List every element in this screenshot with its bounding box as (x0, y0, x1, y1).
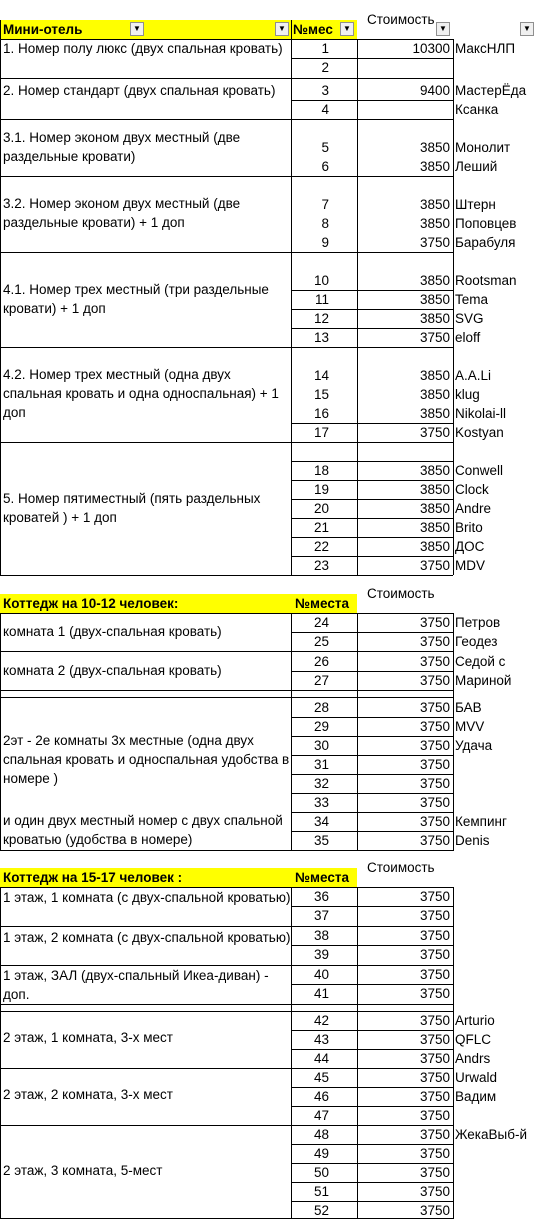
seat-cost: 3750 (419, 1032, 450, 1047)
guest-name (454, 755, 537, 774)
guest-name (454, 906, 537, 925)
grid-line (0, 651, 453, 652)
header-num: №мес (293, 22, 333, 37)
seat-number: 5 (321, 140, 329, 155)
guest-name: Петров (455, 615, 501, 630)
grid-line (0, 252, 453, 253)
filter-dropdown-icon[interactable]: ▼ (436, 22, 450, 36)
filter-dropdown-icon[interactable]: ▼ (340, 22, 354, 36)
seat-cost: 3750 (419, 1089, 450, 1104)
grid-line (291, 1163, 453, 1164)
grid-line (291, 1087, 453, 1088)
header-num: №места (295, 596, 349, 611)
seat-cost: 3750 (419, 814, 450, 829)
guest-name: Монолит (455, 140, 511, 155)
guest-name (454, 965, 537, 984)
seat-number: 26 (313, 654, 329, 669)
seat-cost: 3850 (419, 539, 450, 554)
seat-cost: 3750 (419, 738, 450, 753)
seat-number: 18 (313, 463, 329, 478)
header-num: №места (295, 870, 349, 885)
seat-number: 13 (313, 330, 329, 345)
seat-cost: 3850 (419, 406, 450, 421)
seat-cost: 3750 (419, 776, 450, 791)
filter-dropdown-icon[interactable]: ▼ (130, 22, 144, 36)
grid-line (291, 290, 453, 291)
seat-number: 1 (321, 41, 329, 56)
grid-line (357, 613, 358, 851)
seat-number: 32 (313, 776, 329, 791)
grid-line (291, 671, 453, 672)
grid-line (291, 423, 453, 424)
seat-cost: 3850 (419, 197, 450, 212)
seat-number: 31 (313, 757, 329, 772)
seat-number: 11 (314, 292, 329, 307)
grid-line (453, 887, 454, 1219)
guest-name: Andre (455, 501, 492, 516)
seat-number: 35 (313, 833, 329, 848)
grid-line (291, 556, 453, 557)
seat-number: 45 (313, 1070, 329, 1085)
room-description: 2эт - 2е комнаты 3х местные (одна двух спальная кровать и односпальная удобства в номере ) (3, 733, 290, 786)
room-description: комната 1 (двух-спальная кровать) (3, 624, 222, 639)
seat-number: 36 (313, 889, 329, 904)
room-description: 4.1. Номер трех местный (три раздельные кровати) + 1 доп (3, 282, 269, 316)
seat-cost: 3750 (419, 615, 450, 630)
seat-cost: 10300 (412, 41, 450, 56)
guest-name: БАВ (455, 700, 482, 715)
seat-cost: 3750 (419, 795, 450, 810)
seat-cost: 3750 (419, 654, 450, 669)
room-description: 2 этаж, 2 комната, 3-х мест (3, 1087, 173, 1102)
seat-cost: 3750 (419, 1165, 450, 1180)
seat-number: 23 (313, 558, 329, 573)
guest-name: Мариной (455, 673, 512, 688)
grid-line (291, 736, 453, 737)
guest-name: eloff (455, 330, 481, 345)
seat-number: 19 (313, 482, 329, 497)
grid-line (0, 119, 453, 120)
guest-name: Kostyan (455, 425, 504, 440)
guest-name: Urwald (455, 1070, 498, 1085)
guest-name: Conwell (455, 463, 504, 478)
grid-line (291, 831, 453, 832)
grid-line (0, 1011, 453, 1012)
grid-line (0, 613, 453, 614)
guest-name (454, 1106, 537, 1125)
seat-cost: 3750 (419, 700, 450, 715)
seat-cost (357, 100, 453, 119)
grid-line (291, 812, 453, 813)
seat-cost (357, 58, 453, 77)
seat-cost: 3750 (419, 1108, 450, 1123)
room-description: 5. Номер пятиместный (пять раздельных кроватей ) + 1 доп (3, 491, 261, 525)
seat-cost: 3750 (419, 1127, 450, 1142)
grid-line (291, 717, 453, 718)
guest-name (454, 1182, 537, 1201)
guest-name (454, 1201, 537, 1220)
room-description: комната 2 (двух-спальная кровать) (3, 663, 222, 678)
grid-line (0, 887, 453, 888)
grid-line (0, 697, 453, 698)
grid-line (291, 755, 453, 756)
grid-line (291, 518, 453, 519)
guest-name: Вадим (455, 1089, 497, 1104)
seat-number: 15 (313, 387, 329, 402)
grid-line (453, 39, 454, 575)
grid-line (357, 887, 358, 1219)
seat-cost: 3850 (419, 482, 450, 497)
room-description: 1. Номер полу люкс (двух спальная кровать) (3, 41, 283, 56)
guest-name: MDV (455, 558, 485, 573)
seat-cost: 3750 (419, 634, 450, 649)
grid-line (291, 1049, 453, 1050)
guest-name (454, 887, 537, 906)
grid-line (291, 480, 453, 481)
guest-name: ЖекаВыб-й (455, 1127, 527, 1142)
grid-line (291, 537, 453, 538)
grid-line (291, 499, 453, 500)
guest-name: Rootsman (455, 273, 517, 288)
seat-number: 29 (313, 719, 329, 734)
grid-line (0, 20, 1, 575)
grid-line (0, 39, 453, 40)
grid-line (0, 1004, 453, 1005)
header-title: Мини-отель (3, 22, 83, 37)
seat-number: 50 (313, 1165, 329, 1180)
seat-number: 30 (313, 738, 329, 753)
grid-line (291, 906, 453, 907)
seat-number: 24 (313, 615, 329, 630)
guest-name: МаксНЛП (455, 41, 516, 56)
seat-cost: 3850 (419, 216, 450, 231)
grid-line (291, 774, 453, 775)
seat-number: 7 (321, 197, 329, 212)
seat-cost: 3750 (419, 889, 450, 904)
seat-cost: 3850 (419, 463, 450, 478)
seat-number: 6 (321, 159, 329, 174)
seat-cost: 3750 (419, 673, 450, 688)
guest-name: Arturio (455, 1013, 495, 1028)
grid-line (453, 613, 454, 851)
grid-line (291, 309, 453, 310)
grid-line (291, 984, 453, 985)
room-description: 1 этаж, 2 комната (с двух-спальной кроватью) (3, 930, 291, 945)
header-title: Коттедж на 15-17 человек : (3, 870, 183, 885)
seat-number: 21 (313, 520, 329, 535)
header-cost: Стоимость (367, 586, 435, 601)
seat-number: 4 (321, 102, 329, 117)
seat-cost: 3750 (419, 833, 450, 848)
seat-number: 43 (313, 1032, 329, 1047)
header-title: Коттедж на 10-12 человек: (3, 596, 179, 611)
seat-number: 42 (313, 1013, 329, 1028)
guest-name: A.A.Li (455, 368, 492, 383)
seat-number: 37 (313, 908, 329, 923)
seat-number: 16 (313, 406, 329, 421)
seat-number: 28 (313, 700, 329, 715)
grid-line (291, 1030, 453, 1031)
grid-line (0, 690, 453, 691)
guest-name: Седой с (455, 654, 506, 669)
seat-cost: 3850 (419, 311, 450, 326)
seat-number: 12 (313, 311, 329, 326)
guest-name (454, 774, 537, 793)
seat-number: 34 (313, 814, 329, 829)
grid-line (0, 1068, 453, 1069)
seat-cost: 3750 (419, 425, 450, 440)
guest-name: Геодез (455, 634, 498, 649)
guest-name: Brito (455, 520, 483, 535)
grid-line (0, 78, 453, 79)
seat-number: 39 (313, 947, 329, 962)
seat-cost: 3750 (419, 1203, 450, 1218)
grid-line (0, 613, 1, 851)
room-description: 1 этаж, 1 комната (с двух-спальной кроватью) (3, 890, 291, 905)
filter-dropdown-icon[interactable]: ▼ (520, 22, 534, 36)
room-description: 3.1. Номер эконом двух местный (две раздельные кровати) (3, 130, 241, 164)
seat-number: 17 (313, 425, 329, 440)
guest-name: Леший (455, 159, 498, 174)
seat-number: 33 (313, 795, 329, 810)
grid-line (0, 1125, 453, 1126)
guest-name: Andrs (455, 1051, 491, 1066)
seat-cost: 3850 (419, 159, 450, 174)
grid-line (291, 1144, 453, 1145)
seat-cost: 3850 (419, 292, 450, 307)
guest-name: Denis (455, 833, 490, 848)
grid-line (291, 945, 453, 946)
guest-name: Удача (455, 738, 493, 753)
seat-cost: 3850 (419, 501, 450, 516)
seat-cost: 9400 (419, 83, 450, 98)
room-description: 2. Номер стандарт (двух спальная кровать) (3, 83, 276, 98)
grid-line (291, 100, 453, 101)
guest-name: Барабуля (455, 235, 516, 250)
grid-line (291, 613, 292, 851)
header-cost: Стоимость (367, 860, 435, 875)
grid-line (0, 965, 453, 966)
guest-name (454, 1144, 537, 1163)
grid-line (0, 887, 1, 1219)
header-cost: Стоимость (367, 12, 435, 27)
grid-line (291, 632, 453, 633)
seat-cost: 3750 (419, 967, 450, 982)
seat-number: 27 (313, 673, 329, 688)
grid-line (291, 1106, 453, 1107)
seat-cost: 3750 (419, 235, 450, 250)
room-description: 1 этаж, ЗАЛ (двух-спальный Икеа-диван) - доп. (3, 968, 269, 1002)
seat-cost: 3750 (419, 1146, 450, 1161)
grid-line (0, 926, 453, 927)
seat-number: 25 (313, 634, 329, 649)
seat-cost: 3850 (419, 387, 450, 402)
guest-name: Кемпинг (455, 814, 507, 829)
seat-cost: 3750 (419, 757, 450, 772)
room-description: 3.2. Номер эконом двух местный (две раздельные кровати) + 1 доп (3, 196, 241, 230)
seat-number: 8 (321, 216, 329, 231)
grid-line (291, 58, 453, 59)
seat-cost: 3850 (419, 520, 450, 535)
grid-line (291, 1201, 453, 1202)
seat-number: 40 (313, 967, 329, 982)
seat-cost: 3750 (419, 928, 450, 943)
grid-line (0, 347, 453, 348)
guest-name: Поповцев (455, 216, 517, 231)
seat-number: 47 (313, 1108, 329, 1123)
guest-name: klug (455, 387, 480, 402)
guest-name (454, 926, 537, 945)
room-description: и один двух местный номер с двух спальной кроватью (удобства в номере) (3, 813, 283, 847)
seat-number: 20 (313, 501, 329, 516)
seat-number: 2 (321, 60, 329, 75)
guest-name: МастерЁда (455, 83, 527, 98)
seat-number: 9 (321, 235, 329, 250)
seat-cost: 3750 (419, 1051, 450, 1066)
grid-line (0, 176, 453, 177)
seat-number: 46 (313, 1089, 329, 1104)
guest-name (454, 58, 537, 77)
seat-cost: 3750 (419, 1184, 450, 1199)
seat-number: 38 (313, 928, 329, 943)
guest-name: ДОС (455, 539, 485, 554)
grid-line (291, 1182, 453, 1183)
seat-number: 22 (313, 539, 329, 554)
guest-name: SVG (455, 311, 484, 326)
grid-line (291, 328, 453, 329)
grid-line (291, 887, 292, 1219)
seat-cost: 3750 (419, 908, 450, 923)
guest-name: Ксанка (455, 102, 499, 117)
seat-cost: 3750 (419, 558, 450, 573)
filter-dropdown-icon[interactable]: ▼ (275, 22, 289, 36)
guest-name: Штерн (455, 197, 496, 212)
seat-number: 41 (313, 986, 329, 1001)
grid-line (0, 850, 453, 851)
seat-number: 49 (313, 1146, 329, 1161)
guest-name: Clock (455, 482, 489, 497)
seat-cost: 3750 (419, 719, 450, 734)
seat-cost: 3850 (419, 273, 450, 288)
seat-number: 14 (313, 368, 329, 383)
guest-name (454, 1163, 537, 1182)
seat-number: 10 (313, 273, 329, 288)
room-description: 2 этаж, 1 комната, 3-х мест (3, 1030, 173, 1045)
grid-line (291, 461, 453, 462)
seat-cost: 3750 (419, 947, 450, 962)
guest-name (454, 793, 537, 812)
grid-line (0, 575, 453, 576)
guest-name: Nikolai-ll (455, 406, 507, 421)
seat-cost: 3850 (419, 140, 450, 155)
grid-line (291, 20, 292, 575)
grid-line (0, 442, 453, 443)
seat-number: 44 (313, 1051, 329, 1066)
seat-cost: 3750 (419, 1070, 450, 1085)
seat-number: 48 (313, 1127, 329, 1142)
room-description: 4.2. Номер трех местный (одна двух спальная кровать и одна односпальная) + 1 доп (3, 367, 279, 420)
guest-name (454, 984, 537, 1003)
grid-line (291, 793, 453, 794)
guest-name: MVV (455, 719, 485, 734)
guest-name (454, 945, 537, 964)
room-description: 2 этаж, 3 комната, 5-мест (3, 1163, 163, 1178)
seat-cost: 3750 (419, 1013, 450, 1028)
seat-cost: 3750 (419, 986, 450, 1001)
guest-name: QFLC (455, 1032, 492, 1047)
seat-number: 3 (321, 83, 329, 98)
seat-cost: 3850 (419, 368, 450, 383)
seat-cost: 3750 (419, 330, 450, 345)
seat-number: 51 (313, 1184, 329, 1199)
seat-number: 52 (313, 1203, 329, 1218)
guest-name: Tema (455, 292, 489, 307)
